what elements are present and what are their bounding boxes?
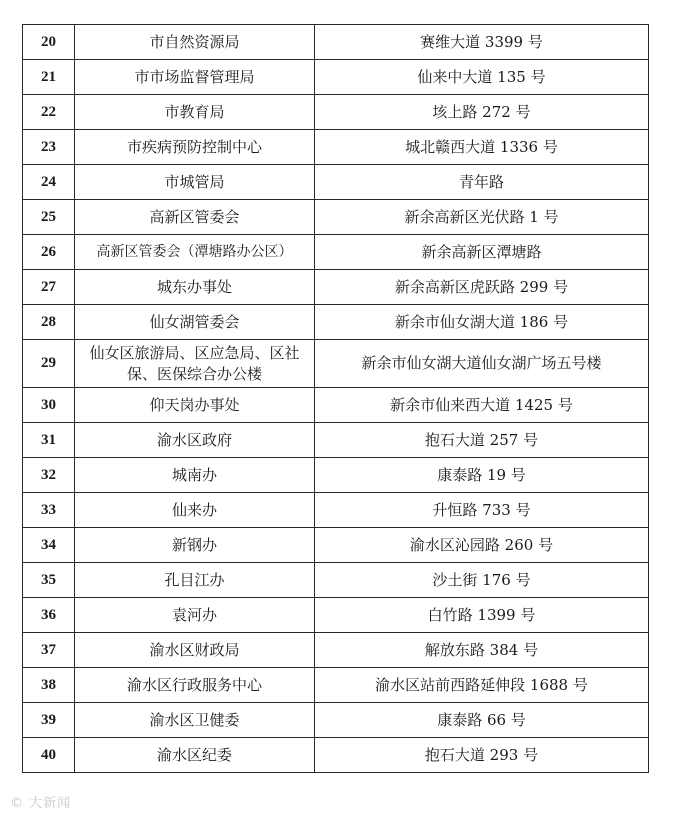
organization-name: 仰天岗办事处 [75, 388, 315, 423]
address: 解放东路 384 号 [315, 633, 649, 668]
table-row [23, 25, 649, 60]
address: 青年路 [315, 165, 649, 200]
table-row [23, 668, 649, 703]
row-number: 33 [23, 493, 75, 528]
organization-name: 渝水区政府 [75, 423, 315, 458]
row-number: 21 [23, 60, 75, 95]
organization-name: 市教育局 [75, 95, 315, 130]
organization-name: 渝水区行政服务中心 [75, 668, 315, 703]
table-row [23, 703, 649, 738]
table-row [23, 493, 649, 528]
row-number: 35 [23, 563, 75, 598]
address: 新余高新区虎跃路 299 号 [315, 270, 649, 305]
address: 抱石大道 257 号 [315, 423, 649, 458]
organization-name: 仙来办 [75, 493, 315, 528]
organization-name: 高新区管委会（潭塘路办公区） [75, 235, 315, 270]
organization-name: 袁河办 [75, 598, 315, 633]
organization-name-line2: 保、医保综合办公楼 [126, 364, 262, 383]
table-row [23, 633, 649, 668]
table-row [23, 305, 649, 340]
organization-name: 渝水区财政局 [75, 633, 315, 668]
address: 仙来中大道 135 号 [315, 60, 649, 95]
address: 升恒路 733 号 [315, 493, 649, 528]
organization-name: 市疾病预防控制中心 [75, 130, 315, 165]
address: 康泰路 66 号 [315, 703, 649, 738]
table-row [23, 95, 649, 130]
table-row [23, 200, 649, 235]
address: 新余市仙来西大道 1425 号 [315, 388, 649, 423]
organization-name: 渝水区卫健委 [75, 703, 315, 738]
row-number: 39 [23, 703, 75, 738]
row-number: 38 [23, 668, 75, 703]
table-row [23, 563, 649, 598]
row-number: 24 [23, 165, 75, 200]
table-row [23, 235, 649, 270]
organization-name: 市城管局 [75, 165, 315, 200]
address: 垓上路 272 号 [315, 95, 649, 130]
organization-name: 新钢办 [75, 528, 315, 563]
organization-name: 市自然资源局 [75, 25, 315, 60]
table-row [23, 458, 649, 493]
address: 新余高新区潭塘路 [315, 235, 649, 270]
watermark-text: 大新闻 [29, 796, 72, 811]
address: 赛维大道 3399 号 [315, 25, 649, 60]
organization-name: 市市场监督管理局 [75, 60, 315, 95]
address: 白竹路 1399 号 [315, 598, 649, 633]
row-number: 34 [23, 528, 75, 563]
address: 城北赣西大道 1336 号 [315, 130, 649, 165]
row-number: 31 [23, 423, 75, 458]
table-row [23, 528, 649, 563]
organization-name: 仙女湖管委会 [75, 305, 315, 340]
organization-name: 城东办事处 [75, 270, 315, 305]
organization-name: 孔目江办 [75, 563, 315, 598]
table-row [23, 598, 649, 633]
address: 抱石大道 293 号 [315, 738, 649, 773]
table-row [23, 423, 649, 458]
address: 沙土街 176 号 [315, 563, 649, 598]
table-row [23, 270, 649, 305]
organization-name: 城南办 [75, 458, 315, 493]
address: 渝水区站前西路延伸段 1688 号 [315, 668, 649, 703]
table-row [23, 388, 649, 423]
table-row [23, 340, 649, 388]
row-number: 32 [23, 458, 75, 493]
table-row [23, 130, 649, 165]
row-number: 30 [23, 388, 75, 423]
row-number: 23 [23, 130, 75, 165]
organization-name: 渝水区纪委 [75, 738, 315, 773]
row-number: 40 [23, 738, 75, 773]
organization-name [75, 340, 315, 388]
table-row [23, 165, 649, 200]
address: 新余高新区光伏路 1 号 [315, 200, 649, 235]
organization-name-line1: 仙女区旅游局、区应急局、区社 [89, 343, 300, 362]
organization-name: 高新区管委会 [75, 200, 315, 235]
table-row [23, 60, 649, 95]
address: 渝水区沁园路 260 号 [315, 528, 649, 563]
address: 新余市仙女湖大道仙女湖广场五号楼 [315, 340, 649, 388]
row-number: 27 [23, 270, 75, 305]
watermark-logo-icon: © [10, 796, 24, 811]
row-number: 37 [23, 633, 75, 668]
row-number: 36 [23, 598, 75, 633]
row-number: 26 [23, 235, 75, 270]
row-number: 25 [23, 200, 75, 235]
row-number: 28 [23, 305, 75, 340]
address: 康泰路 19 号 [315, 458, 649, 493]
row-number: 29 [23, 340, 75, 388]
watermark [10, 792, 71, 811]
row-number: 22 [23, 95, 75, 130]
row-number: 20 [23, 25, 75, 60]
table-row [23, 738, 649, 773]
address: 新余市仙女湖大道 186 号 [315, 305, 649, 340]
address-table [22, 24, 649, 773]
